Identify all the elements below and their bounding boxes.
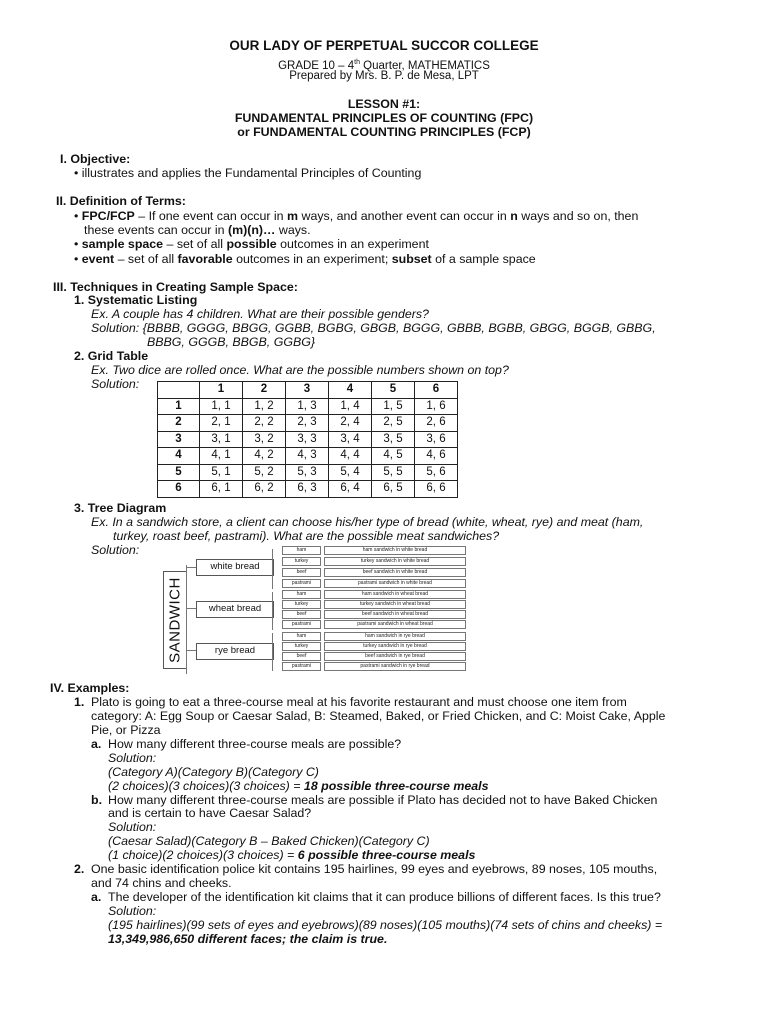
tree-leaf-meat: pastrami: [282, 620, 321, 629]
grade-line: GRADE 10 – 4th Quarter, MATHEMATICS: [278, 59, 490, 72]
grid-cell: 1, 3: [286, 398, 329, 415]
example-1a-question: How many different three-course meals are possible?: [108, 737, 402, 751]
grid-cell: 2, 5: [372, 415, 415, 432]
grid-cell: 5, 1: [200, 464, 243, 481]
example-2-line-2: and 74 chins and cheeks.: [91, 876, 232, 890]
tree-connector: [272, 592, 273, 630]
tree-leaf-result: beef sandwich in wheat bread: [324, 610, 466, 619]
grid-col-header: 3: [286, 382, 329, 399]
tree-connector: [272, 633, 273, 671]
example-1b-question-2: and is certain to have Caesar Salad?: [108, 806, 312, 820]
tree-leaf-result: pastrami sandwich in white bread: [324, 579, 466, 588]
tree-connector: [186, 650, 196, 651]
example-2a-line-1: (195 hairlines)(99 sets of eyes and eyebrows)(89 noses)(105 mouths)(74 sets of chins and cheeks) =: [108, 918, 663, 932]
tree-leaf-result: turkey sandwich in rye bread: [324, 642, 466, 651]
tree-leaf-meat: ham: [282, 546, 321, 555]
grid-cell: 2, 4: [329, 415, 372, 432]
technique-2-title: 2. Grid Table: [74, 349, 149, 363]
tree-leaf-meat: beef: [282, 568, 321, 577]
grid-corner: [158, 382, 200, 399]
grid-cell: 2, 3: [286, 415, 329, 432]
tree-leaf-meat: turkey: [282, 600, 321, 609]
grid-cell: 1, 5: [372, 398, 415, 415]
def-fpc-line2: these events can occur in (m)(n)… ways.: [84, 223, 311, 237]
objective-bullet: • illustrates and applies the Fundamental Principles of Counting: [74, 166, 422, 180]
example-2-number: 2.: [74, 862, 85, 876]
grid-cell: 1, 6: [415, 398, 458, 415]
grid-cell: 6, 4: [329, 481, 372, 498]
tree-leaf-result: ham sandwich in rye bread: [324, 632, 466, 641]
grid-cell: 1, 1: [200, 398, 243, 415]
grid-cell: 3, 4: [329, 431, 372, 448]
grid-col-header: 5: [372, 382, 415, 399]
technique-3-example-2: turkey, roast beef, pastrami). What are the possible meat sandwiches?: [113, 529, 500, 543]
tree-leaf-result: ham sandwich in wheat bread: [324, 590, 466, 599]
techniques-heading: III. Techniques in Creating Sample Space:: [53, 280, 298, 294]
example-1a-line-2: (2 choices)(3 choices)(3 choices) = 18 possible three-course meals: [108, 779, 489, 793]
tree-leaf-result: pastrami sandwich in rye bread: [324, 662, 466, 671]
grid-row: [158, 448, 458, 465]
example-1-number: 1.: [74, 695, 85, 709]
lesson-number: LESSON #1:: [347, 97, 421, 111]
school-name: OUR LADY OF PERPETUAL SUCCOR COLLEGE: [229, 38, 539, 53]
example-2a-solution: Solution:: [108, 904, 157, 918]
grid-cell: 4, 1: [200, 448, 243, 465]
grid-cell: 5, 6: [415, 464, 458, 481]
grid-row: [158, 415, 458, 432]
dice-grid-table: [157, 381, 458, 498]
tree-connector: [186, 567, 196, 568]
tree-leaf-meat: ham: [282, 632, 321, 641]
grid-cell: 4, 4: [329, 448, 372, 465]
example-1-line-1: Plato is going to eat a three-course meal at his favorite restaurant and must choose one item from: [91, 695, 627, 709]
grid-cell: 5, 2: [243, 464, 286, 481]
grid-cell: 6, 2: [243, 481, 286, 498]
example-2a-question: The developer of the identification kit claims that it can produce billions of different faces. Is this true?: [108, 890, 661, 904]
tree-leaf-result: pastrami sandwich in wheat bread: [324, 620, 466, 629]
grid-cell: 5, 4: [329, 464, 372, 481]
grid-cell: 1, 2: [243, 398, 286, 415]
grid-row: [158, 481, 458, 498]
grid-row-header: 1: [158, 398, 200, 415]
def-fpc: • FPC/FCP – If one event can occur in m ways, and another event can occur in n ways and so on, then: [74, 209, 639, 223]
tree-leaf-meat: beef: [282, 610, 321, 619]
technique-3-title: 3. Tree Diagram: [74, 501, 167, 515]
grid-cell: 3, 3: [286, 431, 329, 448]
grid-col-header: 6: [415, 382, 458, 399]
example-1b-line-2: (1 choice)(2 choices)(3 choices) = 6 possible three-course meals: [108, 848, 476, 862]
grid-row-header: 6: [158, 481, 200, 498]
tree-leaf-result: turkey sandwich in white bread: [324, 557, 466, 566]
example-2a-answer: 13,349,986,650 different faces; the claim is true.: [108, 932, 388, 946]
example-1-line-2: category: A: Egg Soup or Caesar Salad, B: Steamed, Baked, or Fried Chicken, and C: Moist Cake, Apple: [91, 709, 666, 723]
technique-1-title: 1. Systematic Listing: [74, 293, 198, 307]
grid-cell: 6, 1: [200, 481, 243, 498]
grid-cell: 2, 6: [415, 415, 458, 432]
grid-col-header: 1: [200, 382, 243, 399]
example-1a-solution: Solution:: [108, 751, 157, 765]
tree-connector: [272, 549, 273, 589]
grid-row-header: 5: [158, 464, 200, 481]
example-1b-solution: Solution:: [108, 820, 157, 834]
prepared-by: Prepared by Mrs. B. P. de Mesa, LPT: [289, 70, 479, 82]
grid-col-header: 2: [243, 382, 286, 399]
grid-cell: 4, 2: [243, 448, 286, 465]
grid-cell: 3, 5: [372, 431, 415, 448]
grid-cell: 4, 5: [372, 448, 415, 465]
grid-row: [158, 398, 458, 415]
tree-root-box: SANDWICH: [163, 571, 187, 669]
tree-leaf-result: beef sandwich in white bread: [324, 568, 466, 577]
tree-leaf-result: beef sandwich in rye bread: [324, 652, 466, 661]
tree-leaf-meat: turkey: [282, 557, 321, 566]
lesson-title-2: or FUNDAMENTAL COUNTING PRINCIPLES (FCP): [237, 125, 531, 139]
grid-cell: 3, 6: [415, 431, 458, 448]
lesson-title-1: FUNDAMENTAL PRINCIPLES OF COUNTING (FPC): [234, 111, 534, 125]
tree-branch-rye-bread: rye bread: [196, 643, 274, 660]
grid-cell: 2, 1: [200, 415, 243, 432]
tree-leaf-result: ham sandwich in white bread: [324, 546, 466, 555]
example-2a-label: a.: [91, 890, 102, 904]
tree-leaf-meat: pastrami: [282, 662, 321, 671]
technique-2-solution: Solution:: [91, 377, 140, 391]
sandwich-tree-diagram: [155, 545, 470, 675]
tree-connector: [186, 608, 196, 609]
tree-leaf-meat: ham: [282, 590, 321, 599]
def-sample-space: • sample space – set of all possible outcomes in an experiment: [74, 237, 429, 251]
example-1b-label: b.: [91, 793, 103, 807]
example-2-line-1: One basic identification police kit contains 195 hairlines, 99 eyes and eyebrows, 89 noses, 105 mouths,: [91, 862, 658, 876]
grid-row: [158, 464, 458, 481]
grid-header-row: [158, 382, 458, 399]
tree-leaf-meat: turkey: [282, 642, 321, 651]
tree-leaf-meat: beef: [282, 652, 321, 661]
example-1b-line-1: (Caesar Salad)(Category B – Baked Chicken)(Category C): [108, 834, 430, 848]
grid-row-header: 2: [158, 415, 200, 432]
tree-branch-white-bread: white bread: [196, 559, 274, 576]
definitions-heading: II. Definition of Terms:: [56, 194, 186, 208]
tree-leaf-meat: pastrami: [282, 579, 321, 588]
grid-cell: 4, 6: [415, 448, 458, 465]
grid-col-header: 4: [329, 382, 372, 399]
grid-cell: 3, 1: [200, 431, 243, 448]
grid-cell: 4, 3: [286, 448, 329, 465]
grid-cell: 5, 3: [286, 464, 329, 481]
example-1a-line-1: (Category A)(Category B)(Category C): [108, 765, 319, 779]
technique-3-example: Ex. In a sandwich store, a client can choose his/her type of bread (white, wheat, rye) and meat (ham,: [91, 515, 644, 529]
grid-row: [158, 431, 458, 448]
grid-cell: 6, 3: [286, 481, 329, 498]
objective-heading: I. Objective:: [60, 152, 131, 166]
grid-cell: 3, 2: [243, 431, 286, 448]
example-1-line-3: Pie, or Pizza: [91, 723, 161, 737]
technique-1-solution: Solution: {BBBB, GGGG, BBGG, GGBB, BGBG, GBGB, BGGG, GBBB, BGBB, GBGG, BGGB, GBBG,: [91, 321, 656, 335]
example-1b-question: How many different three-course meals are possible if Plato has decided not to have Baked Chicken: [108, 793, 658, 807]
grid-row-header: 4: [158, 448, 200, 465]
grid-cell: 5, 5: [372, 464, 415, 481]
grid-cell: 2, 2: [243, 415, 286, 432]
tree-leaf-result: turkey sandwich in wheat bread: [324, 600, 466, 609]
tree-branch-wheat-bread: wheat bread: [196, 601, 274, 618]
technique-1-example: Ex. A couple has 4 children. What are their possible genders?: [91, 307, 429, 321]
technique-2-example: Ex. Two dice are rolled once. What are the possible numbers shown on top?: [91, 363, 509, 377]
grid-cell: 6, 6: [415, 481, 458, 498]
technique-1-solution-2: BBBG, GGGB, BBGB, GGBG}: [147, 335, 316, 349]
tree-connector: [186, 565, 187, 674]
grid-row-header: 3: [158, 431, 200, 448]
technique-3-solution: Solution:: [91, 543, 140, 557]
examples-heading: IV. Examples:: [50, 681, 130, 695]
grid-cell: 1, 4: [329, 398, 372, 415]
example-1a-label: a.: [91, 737, 102, 751]
grid-cell: 6, 5: [372, 481, 415, 498]
def-event: • event – set of all favorable outcomes in an experiment; subset of a sample space: [74, 252, 536, 266]
